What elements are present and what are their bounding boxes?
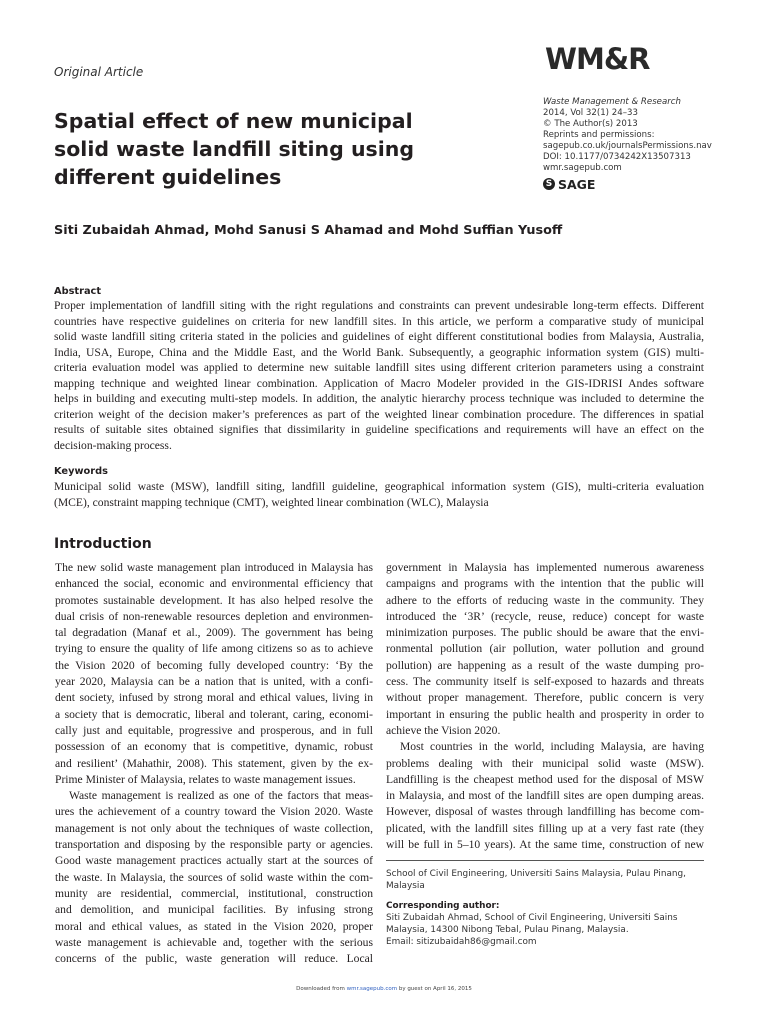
body-line: adhere to the efforts of reducing waste in the community. They bbox=[386, 593, 704, 607]
journal-volume: 2014, Vol 32(1) 24–33 bbox=[543, 108, 638, 118]
body-line: concerns of the public, waste generation will reduce. Local bbox=[55, 952, 373, 966]
body-line: plicated, with the landfill sites filling up at a very fast rate (they bbox=[386, 821, 704, 835]
keywords-line: (MCE), constraint mapping technique (CMT), weighted linear combination (WLC), Malaysia bbox=[54, 495, 489, 509]
doi[interactable]: DOI: 10.1177/0734242X13507313 bbox=[543, 152, 691, 162]
journal-name: Waste Management & Research bbox=[543, 97, 681, 107]
footer-prefix: Downloaded from bbox=[296, 986, 347, 992]
body-line: However, disposal of wastes through landfilling has become com- bbox=[386, 805, 704, 819]
corresponding-author-line: Malaysia, 14300 Nibong Tebal, Pulau Pinang, Malaysia. bbox=[386, 925, 629, 935]
body-line: pollution) are happening as a result of the waste dumping pro- bbox=[386, 658, 704, 672]
body-line: The new solid waste management plan introduced in Malaysia has bbox=[55, 561, 373, 574]
body-line: promotes sustainable development. It has also helped resolve the bbox=[55, 593, 373, 607]
reprints-link[interactable]: sagepub.co.uk/journalsPermissions.nav bbox=[543, 141, 712, 151]
journal-logo: WM&R bbox=[545, 42, 650, 76]
body-line: ures the achievement of a country toward the Vision 2020. Waste bbox=[55, 805, 373, 819]
body-line: year 2020, Malaysia can be a nation that is united, with a confi- bbox=[55, 675, 373, 689]
title-line: different guidelines bbox=[54, 165, 282, 189]
body-line: will be full in 5–10 years). At the same time, construction of new bbox=[386, 838, 704, 852]
sage-circle-icon: S bbox=[543, 178, 555, 190]
body-line: and resilient’ (Mahathir, 2008). This statement, given by the ex- bbox=[55, 756, 373, 770]
body-line: minimization purposes. The public should be aware that the envi- bbox=[386, 626, 704, 640]
abstract-line: solid waste landfill siting criteria stated in the policies and guidelines of eight different constitutional bodies from Malaysia, Australia, bbox=[54, 330, 704, 343]
body-line: the Vision 2020 of becoming fully developed country: ‘By the bbox=[55, 658, 373, 672]
body-line: the waste. In Malaysia, the sources of solid waste within the com- bbox=[55, 870, 373, 884]
abstract-body bbox=[54, 298, 704, 453]
author-list: Siti Zubaidah Ahmad, Mohd Sanusi S Ahamad and Mohd Suffian Yusoff bbox=[54, 223, 563, 238]
abstract-line: criteria evaluation model was applied to determine new suitable landfill sites using different criterion parameters using a constraint bbox=[54, 361, 704, 374]
keywords-body bbox=[54, 479, 704, 510]
footer-link[interactable]: wmr.sagepub.com bbox=[346, 986, 398, 992]
body-line: government in Malaysia has implemented numerous awareness bbox=[386, 561, 704, 574]
title-line: Spatial effect of new municipal bbox=[54, 109, 413, 133]
body-line: possession of an economy that is competitive, dynamic, robust bbox=[55, 740, 373, 754]
body-column-right bbox=[386, 560, 704, 853]
body-line: moral and ethical values, as stated in the Vision 2020, proper bbox=[55, 919, 373, 933]
affiliation-footnote bbox=[386, 868, 706, 948]
abstract-line: decision-making process. bbox=[54, 438, 172, 452]
download-footer bbox=[0, 986, 768, 992]
body-line: Landfilling is the cheapest method used for the disposal of MSW bbox=[386, 772, 704, 786]
body-line: introduced the ‘3R’ (recycle, reuse, reduce) concept for waste bbox=[386, 609, 704, 623]
introduction-heading: Introduction bbox=[54, 536, 152, 552]
body-line: ronmental pollution (air pollution, water pollution and ground bbox=[386, 642, 704, 656]
footer-suffix: by guest on April 16, 2015 bbox=[397, 986, 472, 992]
copyright: © The Author(s) 2013 bbox=[543, 119, 638, 129]
body-line: trying to ensure the quality of life among citizens so as to achieve bbox=[55, 642, 373, 656]
abstract-line: criterion weight of the decision maker’s preferences as part of the weighted linear combination procedure. The differences in spatial bbox=[54, 407, 704, 421]
publisher-name: SAGE bbox=[558, 176, 596, 192]
journal-site-link[interactable]: wmr.sagepub.com bbox=[543, 163, 622, 173]
body-line: campaigns and programs with the intention that the public will bbox=[386, 577, 704, 591]
abstract-line: results of suitable sites obtained signifies that dissimilarity in guideline specifications and requirements will have an effect on the bbox=[54, 423, 704, 436]
body-line: management is not only about the techniques of waste collection, bbox=[55, 821, 373, 835]
abstract-heading: Abstract bbox=[54, 286, 102, 297]
corresponding-author-line: Siti Zubaidah Ahmad, School of Civil Engineering, Universiti Sains bbox=[386, 913, 678, 923]
sage-logo bbox=[543, 178, 753, 190]
body-line: achieve the Vision 2020. bbox=[386, 723, 501, 737]
body-column-left bbox=[55, 560, 373, 967]
abstract-line: Proper implementation of landfill siting with the right regulations and constraints can prevent undesirable long-term effects. Different bbox=[54, 299, 704, 312]
corresponding-author-label: Corresponding author: bbox=[386, 901, 500, 911]
body-line: cess. The community itself is self-exposed to hazards and threats bbox=[386, 675, 704, 689]
body-line: Prime Minister of Malaysia, relates to waste management issues. bbox=[55, 772, 356, 786]
body-line: Waste management is realized as one of the factors that meas- bbox=[69, 789, 373, 803]
body-line: important in ensuring the public health and prosperity in order to bbox=[386, 707, 704, 721]
body-line: dent society, infused by strong moral and ethical values, living in bbox=[55, 691, 373, 705]
article-type: Original Article bbox=[54, 65, 144, 79]
abstract-line: countries have respective guidelines on criteria for new landfill sites. In this article, we perform a comparative study of municipal bbox=[54, 314, 704, 328]
keywords-heading: Keywords bbox=[54, 466, 108, 477]
corresponding-author-email[interactable]: Email: sitizubaidah86@gmail.com bbox=[386, 937, 537, 947]
affiliation-line: School of Civil Engineering, Universiti Sains Malaysia, Pulau Pinang, bbox=[386, 869, 686, 879]
body-line: waste management is achievable and, together with the serious bbox=[55, 935, 373, 949]
body-line: transportation and disposing by the responsible party or agencies. bbox=[55, 838, 373, 852]
abstract-line: mapping technique and weighted linear combination. Application of Macro Modeler provided in the GIS-IDRISI Andes software bbox=[54, 376, 704, 390]
body-line: tal degradation (Manaf et al., 2009). The government has being bbox=[55, 626, 373, 640]
body-line: a society that is democratic, liberal and tolerant, caring, economi- bbox=[55, 707, 373, 721]
body-line: in Malaysia, and most of the landfill sites are open dumping areas. bbox=[386, 789, 704, 803]
body-line: enhanced the social, economic and environmental efficiency that bbox=[55, 577, 373, 591]
article-title bbox=[54, 107, 434, 191]
body-line: Good waste management practices actually start at the sources of bbox=[55, 854, 373, 868]
abstract-line: India, USA, Europe, China and the Middle East, and the World Bank. Subsequently, a geographic information system (GIS) multi- bbox=[54, 345, 704, 359]
affiliation-divider bbox=[386, 860, 704, 861]
affiliation-line: Malaysia bbox=[386, 881, 425, 891]
body-line: and demolition, and municipal facilities. By infusing strong bbox=[55, 903, 373, 917]
body-line: without proper management. Therefore, public concern is very bbox=[386, 691, 704, 705]
journal-meta bbox=[543, 97, 753, 190]
keywords-line: Municipal solid waste (MSW), landfill siting, landfill guideline, geographical information system (GIS), multi-criteria evaluation bbox=[54, 480, 704, 493]
body-line: cally just and equitable, progressive and prosperous, and in full bbox=[55, 723, 373, 737]
body-line: Most countries in the world, including Malaysia, are having bbox=[400, 740, 704, 754]
title-line: solid waste landfill siting using bbox=[54, 137, 415, 161]
body-line: problems dealing with their municipal solid waste (MSW). bbox=[386, 756, 704, 770]
reprints-label: Reprints and permissions: bbox=[543, 130, 655, 140]
body-line: dual crisis of non-renewable resources depletion and environmen- bbox=[55, 609, 373, 623]
abstract-line: helps in building and executing multi-step models. In addition, the analytic hierarchy process technique was included to determine the bbox=[54, 392, 704, 405]
body-line: munity are residential, commercial, institutional, construction bbox=[55, 886, 373, 900]
